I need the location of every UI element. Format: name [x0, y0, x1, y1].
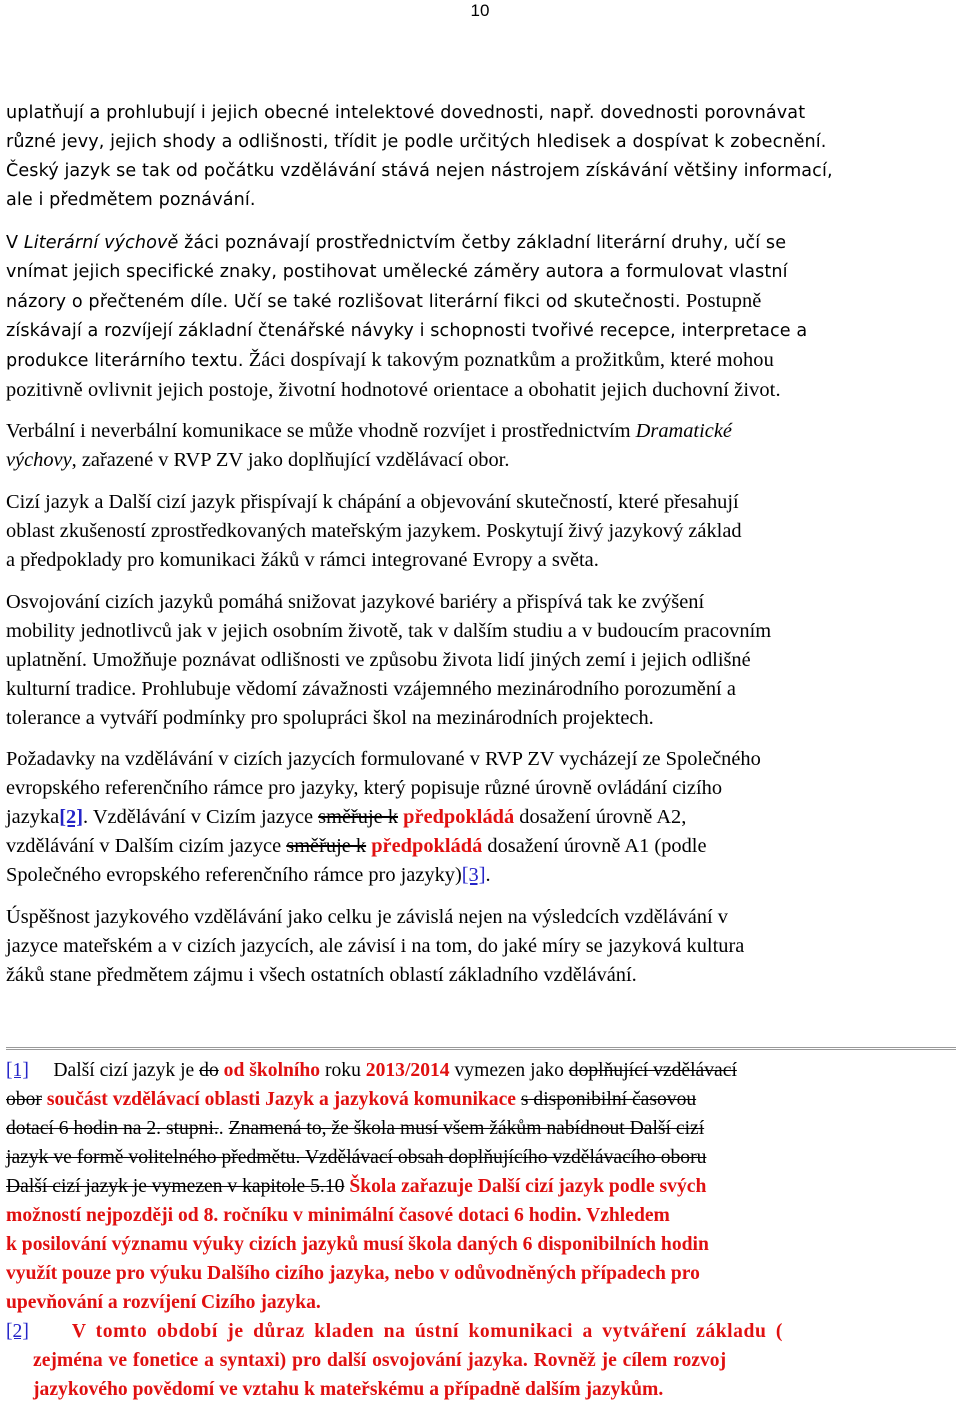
text-line: vnímat jejich specifické znaky, postihovat umělecké záměry autora a formulovat vlastní — [6, 261, 788, 282]
paragraph-foreign-languages — [6, 488, 956, 575]
text-line: ale i předmětem poznávání. — [6, 189, 256, 210]
deleted-text: Znamená to, že škola musí všem žákům nabídnout Další cizí — [228, 1118, 705, 1139]
text-line — [6, 1056, 956, 1085]
deleted-text: obor — [6, 1089, 42, 1110]
footnote-1 — [6, 1056, 956, 1317]
text-run: Společného evropského referenčního rámce pro jazyky) — [6, 863, 462, 886]
text-run: jazyka — [6, 805, 60, 828]
text-line: Osvojování cizích jazyků pomáhá snižovat jazykové bariéry a přispívá tak ke zvýšení — [6, 591, 705, 613]
text-line — [6, 446, 956, 475]
text-line: Cizí jazyk a Další cizí jazyk přispívají k chápání a objevování skutečností, které přesahují — [6, 491, 739, 513]
text-line — [6, 229, 956, 258]
text-run: , zařazené v RVP ZV jako doplňující vzdělávací obor. — [71, 448, 510, 471]
paragraph-language-acquisition — [6, 588, 956, 733]
inserted-text: od školního — [223, 1060, 321, 1081]
inserted-text: jazykového povědomí ve vztahu k mateřskému a případně dalším jazykům. — [33, 1379, 664, 1400]
footnote-ref-link[interactable]: [3] — [461, 863, 486, 886]
text-line — [6, 832, 956, 861]
deleted-text: směřuje k — [318, 805, 399, 828]
inserted-text: V tomto období je důraz kladen na ústní komunikaci a vytváření základu ( — [71, 1321, 783, 1342]
deleted-text: do — [199, 1060, 219, 1081]
inserted-text: využít pouze pro výuku Dalšího cizího jazyka, nebo v odůvodněných případech pro — [6, 1263, 700, 1284]
text-line — [6, 1114, 956, 1143]
text-line: Český jazyk se tak od počátku vzdělávání stává nejen nástrojem získávání většiny informací, — [6, 160, 833, 181]
deleted-text: s disponibilní časovou — [520, 1089, 697, 1110]
text-line — [6, 417, 956, 446]
text-run: Postupně — [680, 289, 762, 312]
deleted-text: Další cizí jazyk je vymezen v kapitole 5.10 — [6, 1176, 345, 1197]
text-line: mobility jednotlivců jak v jejich osobním životě, tak v dalším studiu a v budoucím pracovním — [6, 619, 772, 642]
text-run: dosažení úrovně A1 (podle — [482, 834, 707, 857]
deleted-text: dotací 6 hodin na 2. stupni. — [6, 1118, 219, 1139]
deleted-text: jazyk ve formě volitelného předmětu. Vzdělávací obsah doplňujícího vzdělávacího oboru — [6, 1147, 707, 1168]
text-run: názory o přečteném díle. Učí se také rozlišovat literární fikci od skutečnosti. — [6, 291, 681, 312]
text-line — [6, 346, 956, 376]
inserted-text: k posilování významu výuky cizích jazyků musí škola daných 6 disponibilních hodin — [6, 1234, 709, 1255]
text-run: roku — [320, 1060, 366, 1081]
text-run: produkce literárního textu. — [6, 350, 244, 371]
text-line — [6, 1085, 956, 1114]
inserted-text: zejména ve fonetice a syntaxi) pro další osvojování jazyka. Rovněž je cílem rozvoj — [33, 1350, 727, 1371]
text-line — [6, 1172, 956, 1201]
text-run: . — [485, 863, 491, 886]
term-literary-education: Literární výchově — [23, 233, 179, 253]
term-drama: Dramatické — [635, 420, 732, 442]
text-line — [6, 861, 956, 890]
text-line: Úspěšnost jazykového vzdělávání jako celku je závislá nejen na výsledcích vzdělávání v — [6, 906, 728, 928]
deleted-text: doplňující vzdělávací — [568, 1060, 737, 1081]
inserted-text: Škola zařazuje Další cizí jazyk podle svých — [349, 1176, 707, 1197]
paragraph-requirements — [6, 745, 956, 890]
inserted-text: předpokládá — [403, 805, 515, 828]
text-line: získávají a rozvíjejí základní čtenářské návyky i schopnosti tvořivé recepce, interpretace a — [6, 320, 808, 341]
text-line: žáků stane předmětem zájmu i všech ostatních oblastí základního vzdělávání. — [6, 963, 637, 986]
text-line: kulturní tradice. Prohlubuje vědomí závažnosti vzájemného mezinárodního porozumění a — [6, 677, 736, 700]
text-run: V — [6, 233, 24, 253]
text-line — [6, 803, 956, 832]
paragraph-drama — [6, 417, 956, 475]
footnote-1-link[interactable]: [1] — [6, 1060, 29, 1081]
inserted-text: možností nejpozději od 8. ročníku v minimální časové dotaci 6 hodin. Vzhledem — [6, 1205, 670, 1226]
text-line: a předpoklady pro komunikaci žáků v rámci integrované Evropy a světa. — [6, 548, 599, 571]
text-line — [6, 287, 956, 317]
text-run: vymezen jako — [449, 1060, 569, 1081]
text-run: žáci poznávají prostřednictvím četby základní literární druhy, učí se — [178, 233, 787, 253]
text-line: jazyce mateřském a v cizích jazycích, ale závisí i na tom, do jaké míry se jazyková kultura — [6, 934, 745, 957]
footnote-separator — [6, 1047, 956, 1050]
text-line: pozitivně ovlivnit jejich postoje, životní hodnotové orientace a obohatit jejich duchovní život. — [6, 378, 781, 401]
inserted-text: 2013/2014 — [365, 1060, 450, 1081]
text-line: uplatňují a prohlubují i jejich obecné intelektové dovednosti, např. dovednosti porovnávat — [6, 103, 806, 123]
text-line: oblast zkušeností zprostředkovaných mateřským jazykem. Poskytují živý jazykový základ — [6, 519, 742, 542]
footnote-2 — [6, 1317, 956, 1404]
text-run: dosažení úrovně A2, — [514, 805, 687, 828]
text-line: různé jevy, jejich shody a odlišnosti, třídit je podle určitých hledisek a dospívat k zobecnění. — [6, 131, 827, 152]
text-line: tolerance a vytváří podmínky pro spolupráci škol na mezinárodních projektech. — [6, 706, 654, 729]
footnote-ref-link[interactable]: [2] — [59, 805, 83, 828]
inserted-text: upevňování a rozvíjení Cizího jazyka. — [6, 1292, 321, 1313]
text-line — [6, 1317, 956, 1346]
footnote-2-link[interactable]: [2] — [6, 1321, 29, 1342]
page-number: 10 — [470, 1, 490, 20]
paragraph-language-skills — [6, 99, 956, 215]
text-run: . Vzdělávání v Cizím jazyce — [83, 805, 319, 828]
paragraph-literary-education — [6, 229, 956, 404]
text-line: uplatnění. Umožňuje poznávat odlišnosti ve způsobu života lidí jiných zemí i jejich odlišné — [6, 648, 751, 671]
text-run: Další cizí jazyk je — [28, 1060, 200, 1081]
inserted-text: součást vzdělávací oblasti Jazyk a jazyková komunikace — [46, 1089, 516, 1110]
text-run: vzdělávání v Dalším cizím jazyce — [6, 834, 287, 857]
paragraph-success — [6, 903, 956, 990]
inserted-text: předpokládá — [371, 834, 483, 857]
text-line: Požadavky na vzdělávání v cizích jazycích formulované v RVP ZV vycházejí ze Společného — [6, 748, 761, 770]
term-drama: výchovy — [6, 448, 72, 471]
text-line: evropského referenčního rámce pro jazyky, který popisuje různé úrovně ovládání cizího — [6, 776, 723, 799]
text-run: . — [218, 1118, 229, 1139]
text-run: Verbální i neverbální komunikace se může vhodně rozvíjet i prostřednictvím — [6, 420, 636, 442]
deleted-text: směřuje k — [286, 834, 367, 857]
text-run: Žáci dospívají k takovým poznatkům a prožitkům, které mohou — [243, 348, 774, 371]
